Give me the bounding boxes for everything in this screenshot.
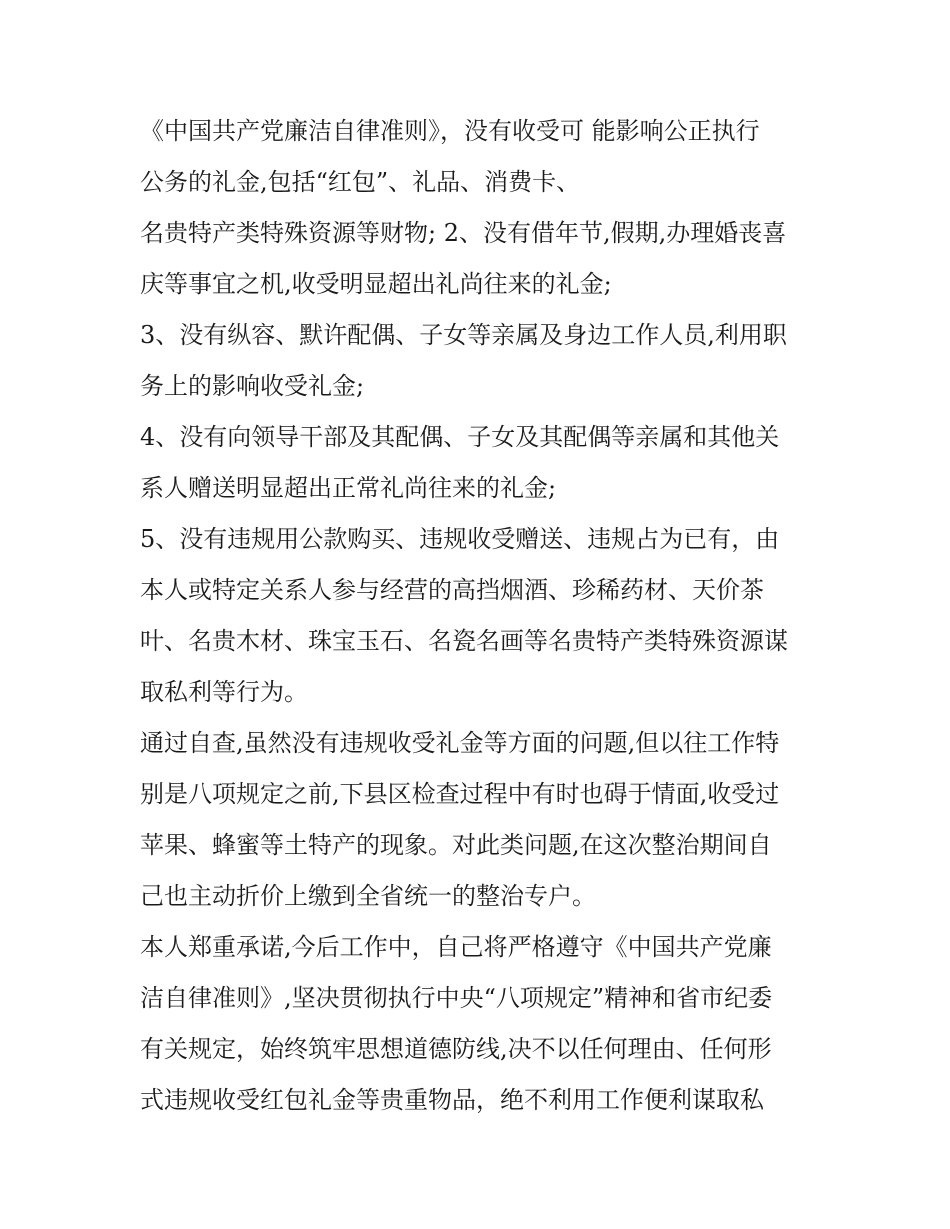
text-line: 务上的影响收受礼金; — [140, 372, 365, 400]
document-body — [140, 106, 820, 1126]
text-line: 叶、名贵木材、珠宝玉石、名瓷名画等名贵特产类特殊资源谋 — [140, 627, 788, 655]
text-line: 公务的礼金,包括“红包”、礼品、消费卡、 — [140, 168, 581, 196]
text-line: 5、没有违规用公款购买、违规收受赠送、违规占为已有，由 — [140, 525, 780, 553]
text-line: 3、没有纵容、默许配偶、子女等亲属及身边工作人员,利用职 — [140, 321, 787, 349]
text-line: 苹果、蜂蜜等土特产的现象。对此类问题,在这次整治期间自 — [140, 831, 772, 859]
text-line: 通过自查,虽然没有违规收受礼金等方面的问题,但以往工作特 — [140, 729, 780, 757]
text-line: 式违规收受红包礼金等贵重物品，绝不利用工作便利谋取私 — [140, 1086, 764, 1114]
text-line: 名贵特产类特殊资源等财物; 2、没有借年节,假期,办理婚丧喜 — [140, 219, 787, 247]
text-line: 系人赠送明显超出正常礼尚往来的礼金; — [140, 474, 557, 502]
text-line: 本人郑重承诺,今后工作中，自己将严格遵守《中国共产党廉 — [140, 933, 772, 961]
text-line: 本人或特定关系人参与经营的高挡烟酒、珍稀药材、天价茶 — [140, 576, 764, 604]
text-line: 取私利等行为。 — [140, 678, 308, 706]
text-line: 洁自律准则》,坚决贯彻执行中央“八项规定”精神和省市纪委 — [140, 984, 773, 1012]
text-line: 有关规定，始终筑牢思想道德防线,决不以任何理由、任何形 — [140, 1035, 772, 1063]
text-line: 己也主动折价上缴到全省统一的整治专户。 — [140, 882, 596, 910]
text-line: 《中国共产党廉洁自律准则》，没有收受可 能影响公正执行 — [140, 117, 760, 145]
text-line: 庆等事宜之机,收受明显超出礼尚往来的礼金; — [140, 270, 612, 298]
text-line: 别是八项规定之前,下县区检查过程中有时也碍于情面,收受过 — [140, 780, 780, 808]
text-line: 4、没有向领导干部及其配偶、子女及其配偶等亲属和其他关 — [140, 423, 780, 451]
